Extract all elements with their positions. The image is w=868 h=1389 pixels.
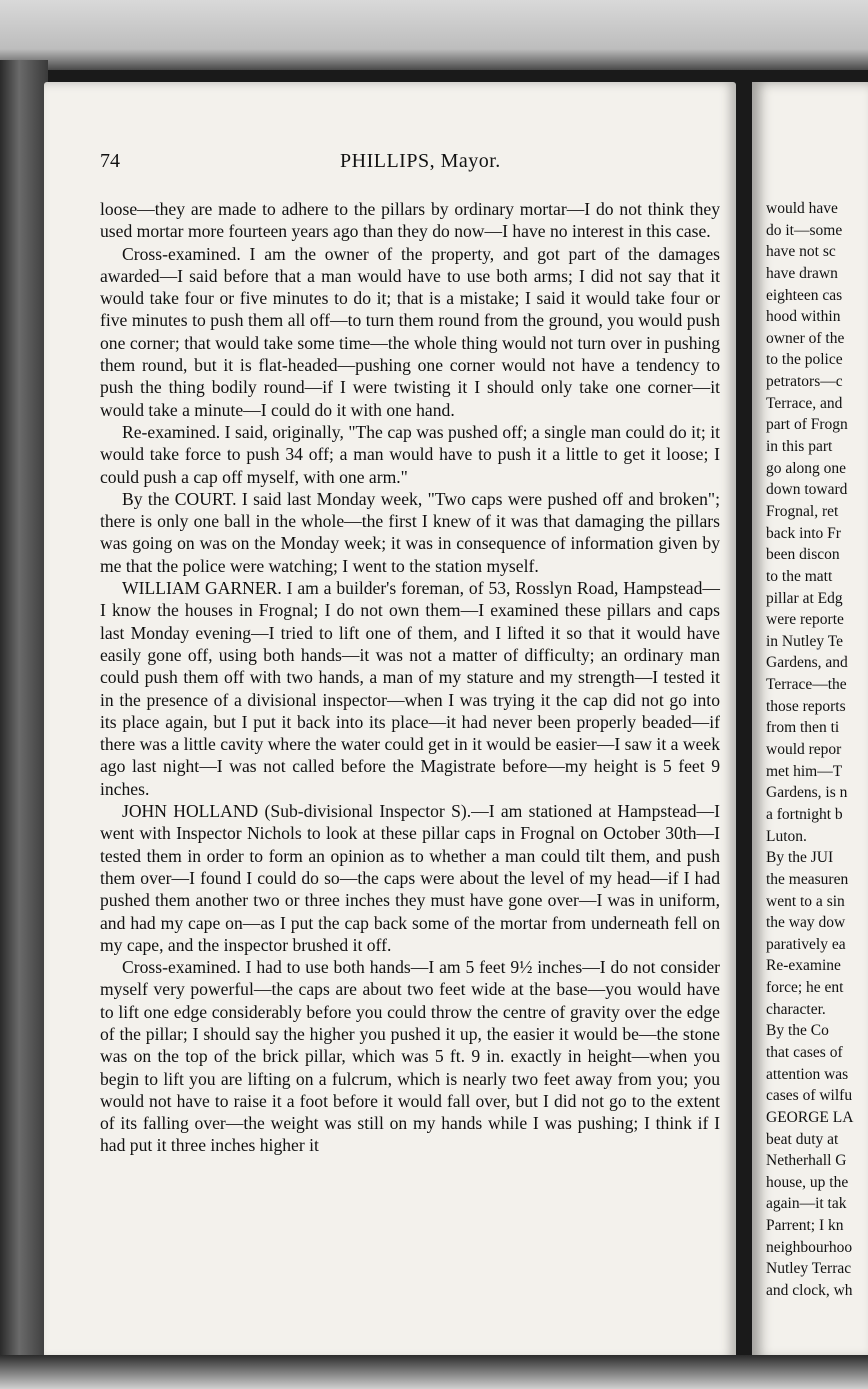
right-page-line: those reports bbox=[766, 697, 846, 715]
body-text bbox=[100, 198, 720, 1157]
right-page-line: have not sc bbox=[766, 243, 836, 261]
book-spine bbox=[0, 60, 48, 1389]
right-page-line: go along one bbox=[766, 459, 847, 477]
right-page-line: Netherhall G bbox=[766, 1152, 847, 1170]
right-page-line: back into Fr bbox=[766, 524, 841, 542]
page-title: PHILLIPS, Mayor. bbox=[340, 150, 501, 172]
right-page-line: would repor bbox=[766, 741, 842, 759]
right-page-line: in Nutley Te bbox=[766, 632, 843, 650]
right-page-line: character. bbox=[766, 1000, 826, 1018]
right-page-line: the way dow bbox=[766, 914, 846, 932]
right-page-line: been discon bbox=[766, 546, 840, 564]
right-page-line: eighteen cas bbox=[766, 286, 843, 304]
right-page-line: Parrent; I kn bbox=[766, 1217, 844, 1235]
right-page-line: Gardens, is n bbox=[766, 784, 848, 802]
right-page-line: met him—T bbox=[766, 762, 843, 780]
right-page-line: Nutley Terrac bbox=[766, 1260, 852, 1278]
right-page-line: neighbourhoo bbox=[766, 1238, 853, 1256]
right-page-line: Terrace—the bbox=[766, 676, 847, 694]
right-page-line: Terrace, and bbox=[766, 394, 843, 412]
right-page-line: have drawn bbox=[766, 264, 838, 282]
book-bottom-edge bbox=[0, 1355, 868, 1389]
right-page-line: attention was bbox=[766, 1065, 849, 1083]
right-page-line: that cases of bbox=[766, 1043, 843, 1061]
right-page-line: do it—some bbox=[766, 221, 843, 239]
right-page-line: paratively ea bbox=[766, 935, 846, 953]
right-page-line: down toward bbox=[766, 481, 848, 499]
paragraph: Cross-examined. I had to use both hands—I am 5 feet 9½ inches—I do not consider myself very powerful—the caps are about two feet wide at the base—you would have to lift one edge considerably before you could throw the centre of gravity over the edge of the pillar; I should say the higher you pushed it up, the easier it would be—the stone was on the top of the brick pillar, which was 5 ft. 9 in. exactly in height—when you begin to lift you are lifting on a fulcrum, which is nearly two feet away from you; you would not have to raise it a foot before it would fall over, but I did not go to the extent of its falling over—the weight was still on my hands while I was pushing; I think if I had put it three inches higher it bbox=[100, 957, 720, 1156]
right-page-line: part of Frogn bbox=[766, 416, 848, 434]
right-page-line: Gardens, and bbox=[766, 654, 848, 672]
paragraph: By the COURT. I said last Monday week, "Two caps were pushed off and broken"; there is only one ball in the whole—the first I knew of it was that damaging the pillars was going on was on the Monday week; it was in consequence of information given by me that the police were watching; I went to the station myself. bbox=[100, 488, 720, 576]
right-page-line: By the JUI bbox=[766, 849, 834, 867]
right-page-line: force; he ent bbox=[766, 979, 844, 997]
right-page-text bbox=[766, 198, 868, 1302]
right-page-line: in this part bbox=[766, 438, 833, 456]
right-page-line: to the police bbox=[766, 351, 843, 369]
right-page-line: cases of wilfu bbox=[766, 1087, 853, 1105]
running-head bbox=[100, 150, 720, 180]
right-page-line: petrators—c bbox=[766, 373, 843, 391]
right-page-line: again—it tak bbox=[766, 1195, 847, 1213]
right-page-line: would have bbox=[766, 200, 838, 217]
right-page-line: went to a sin bbox=[766, 892, 845, 910]
book-top-edge bbox=[0, 0, 868, 70]
right-page-line: pillar at Edg bbox=[766, 589, 843, 607]
right-page-line: Re-examine bbox=[766, 957, 841, 975]
right-page-line: beat duty at bbox=[766, 1130, 839, 1148]
right-page-line: the measuren bbox=[766, 870, 849, 888]
paragraph: Re-examined. I said, originally, "The cap was pushed off; a single man could do it; it would take force to push 34 off; a man would have to push it a little to get it loose; I could push a cap off myself, with one arm." bbox=[100, 421, 720, 487]
paragraph: WILLIAM GARNER. I am a builder's foreman, of 53, Rosslyn Road, Hampstead—I know the houses in Frognal; I do not own them—I examined these pillars and caps last Monday evening—I tried to lift one of them, and I lifted it so that it would have easily gone off, using both hands—it was not a matter of difficulty; an ordinary man could push them off with two hands, a man of my stature and my strength—I tested it in the presence of a divisional inspector—when I was trying it the cap did not go into its place again, but I put it back into its place—it had never been properly beaded—if there was a little cavity where the water could get in it would be easier—I saw it a week ago last night—I was not called before the Magistrate before—my height is 5 feet 9 inches. bbox=[100, 578, 720, 799]
right-page-line: to the matt bbox=[766, 567, 833, 585]
paragraph: JOHN HOLLAND (Sub-divisional Inspector S).—I am stationed at Hampstead—I went with Inspector Nichols to look at these pillar caps in Frognal on October 30th—I tested them in order to form an opinion as to whether a man could tilt them, and push them over—I found I could do so—the caps were about the level of my head—if I had pushed them another two or three inches they must have gone over—I was in uniform, and had my cape on—as I put the cap back some of the mortar from underneath fell on my cape, and the inspector brushed it off. bbox=[100, 801, 720, 955]
right-page-line: were reporte bbox=[766, 611, 844, 629]
right-page-line: By the Co bbox=[766, 1022, 829, 1040]
right-page-line: GEORGE LA bbox=[766, 1108, 854, 1126]
paragraph: Cross-examined. I am the owner of the property, and got part of the damages awarded—I said before that a man would have to use both arms; I did not say that it would take four or five minutes to do it; that is a mistake; I said it would take four or five minutes to push them all off—to turn them round from the ground, you would push one corner; that would take some time—the whole thing would not turn over in pushing them round, but it is flat-headed—pushing one corner would not have a tendency to push the thing bodily round—if I were twisting it I should only take one corner—it would take a minute—I could do it with one hand. bbox=[100, 243, 720, 420]
right-page-line: Luton. bbox=[766, 827, 807, 845]
right-page-line: from then ti bbox=[766, 719, 840, 737]
right-page-line: hood within bbox=[766, 308, 841, 326]
right-page-line: house, up the bbox=[766, 1173, 849, 1191]
right-page-line: and clock, wh bbox=[766, 1282, 853, 1300]
paragraph: loose—they are made to adhere to the pillars by ordinary mortar—I do not think they used mortar more fourteen years ago than they do now—I have no interest in this case. bbox=[100, 199, 720, 242]
right-page-line: owner of the bbox=[766, 329, 845, 347]
page-number: 74 bbox=[100, 150, 120, 172]
right-page-line: Frognal, ret bbox=[766, 502, 839, 520]
right-page-line: a fortnight b bbox=[766, 805, 843, 823]
